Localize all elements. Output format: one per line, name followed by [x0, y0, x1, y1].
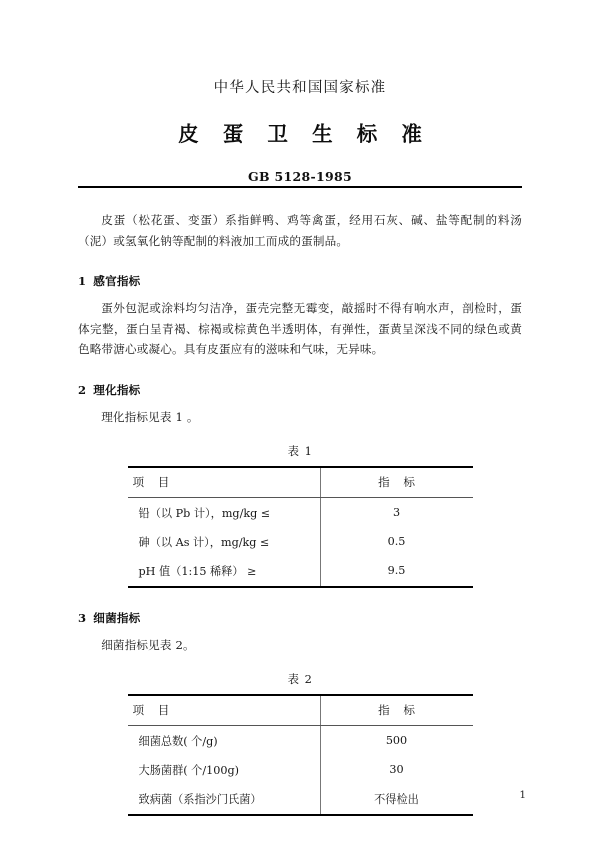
- section-title-2: 理化指标: [93, 382, 141, 397]
- section-body-1: 蛋外包泥或涂料均匀洁净，蛋壳完整无霉变，敲摇时不得有响水声，剖检时，蛋体完整，蛋白呈青褐、棕褐或棕黄色半透明体，有弹性，蛋黄呈深浅不同的绿色或黄色略带溏心或凝心。具有皮蛋应有的滋味和气味，无异味。: [78, 301, 522, 356]
- table-2-caption-label: 表: [287, 672, 300, 686]
- table-1-header-index: 指 标: [320, 467, 473, 498]
- header-divider: [78, 186, 522, 188]
- table-2-item-0: 细菌总数( 个/g): [128, 726, 321, 756]
- table-row: [128, 556, 473, 587]
- section-number-1: 1: [78, 274, 87, 288]
- table-1-item-1: 砷（以 As 计），mg/kg ≤: [128, 527, 321, 556]
- section-title-3: 细菌指标: [93, 610, 141, 625]
- table-header-row: [128, 467, 473, 498]
- page-title: 皮 蛋 卫 生 标 准: [178, 122, 431, 146]
- section-body-3: 细菌指标见表 2。: [101, 637, 195, 652]
- table-row: [128, 527, 473, 556]
- physicochemical-indicators-table: [128, 466, 473, 588]
- table-1-caption-label: 表: [287, 444, 300, 458]
- table-1-wrapper: [78, 466, 522, 588]
- table-2-wrapper: [78, 694, 522, 816]
- standard-code: GB 5128-1985: [248, 169, 352, 184]
- table-row: [128, 784, 473, 815]
- document-content: [78, 198, 522, 816]
- table-1-caption-number: 1: [304, 444, 313, 458]
- section-heading-2: [78, 382, 522, 398]
- table-1-value-2: 9.5: [320, 556, 473, 587]
- table-header-row: [128, 695, 473, 726]
- section-heading-1: [78, 273, 522, 289]
- table-1-item-0: 铅（以 Pb 计），mg/kg ≤: [128, 498, 321, 528]
- page-number: 1: [519, 789, 526, 801]
- table-2-header-item: 项 目: [128, 695, 321, 726]
- section-body-2: 理化指标见表 1 。: [101, 409, 199, 424]
- bacterial-indicators-table: [128, 694, 473, 816]
- table-2-value-2: 不得检出: [320, 784, 473, 815]
- table-1-value-0: 3: [392, 506, 401, 519]
- section-title-1: 感官指标: [93, 274, 141, 288]
- table-1-item-2: pH 值（1:15 稀释） ≥: [128, 556, 321, 587]
- table-2-value-0: 500: [385, 734, 408, 747]
- table-1-value-1: 0.5: [387, 535, 406, 548]
- intro-paragraph: 皮蛋（松花蛋、变蛋）系指鲜鸭、鸡等禽蛋，经用石灰、碱、盐等配制的料汤（泥）或氢氧化钠等配制的料液加工而成的蛋制品。: [78, 213, 522, 248]
- table-1-caption: [78, 443, 522, 459]
- table-1-header-item: 项 目: [128, 467, 321, 498]
- table-2-value-1: 30: [389, 763, 404, 776]
- table-row: [128, 755, 473, 784]
- section-number-2: 2: [78, 382, 87, 397]
- section-heading-3: [78, 610, 522, 626]
- table-2-item-2: 致病菌（系指沙门氏菌）: [128, 784, 321, 815]
- table-row: [128, 498, 473, 528]
- section-number-3: 3: [78, 610, 87, 625]
- table-row: [128, 726, 473, 756]
- table-2-item-1: 大肠菌群( 个/100g): [128, 755, 321, 784]
- table-2-header-index: 指 标: [320, 695, 473, 726]
- table-2-caption-number: 2: [304, 672, 313, 686]
- standard-organization: 中华人民共和国国家标准: [213, 80, 387, 96]
- table-2-caption: [78, 671, 522, 687]
- masthead: [0, 0, 600, 184]
